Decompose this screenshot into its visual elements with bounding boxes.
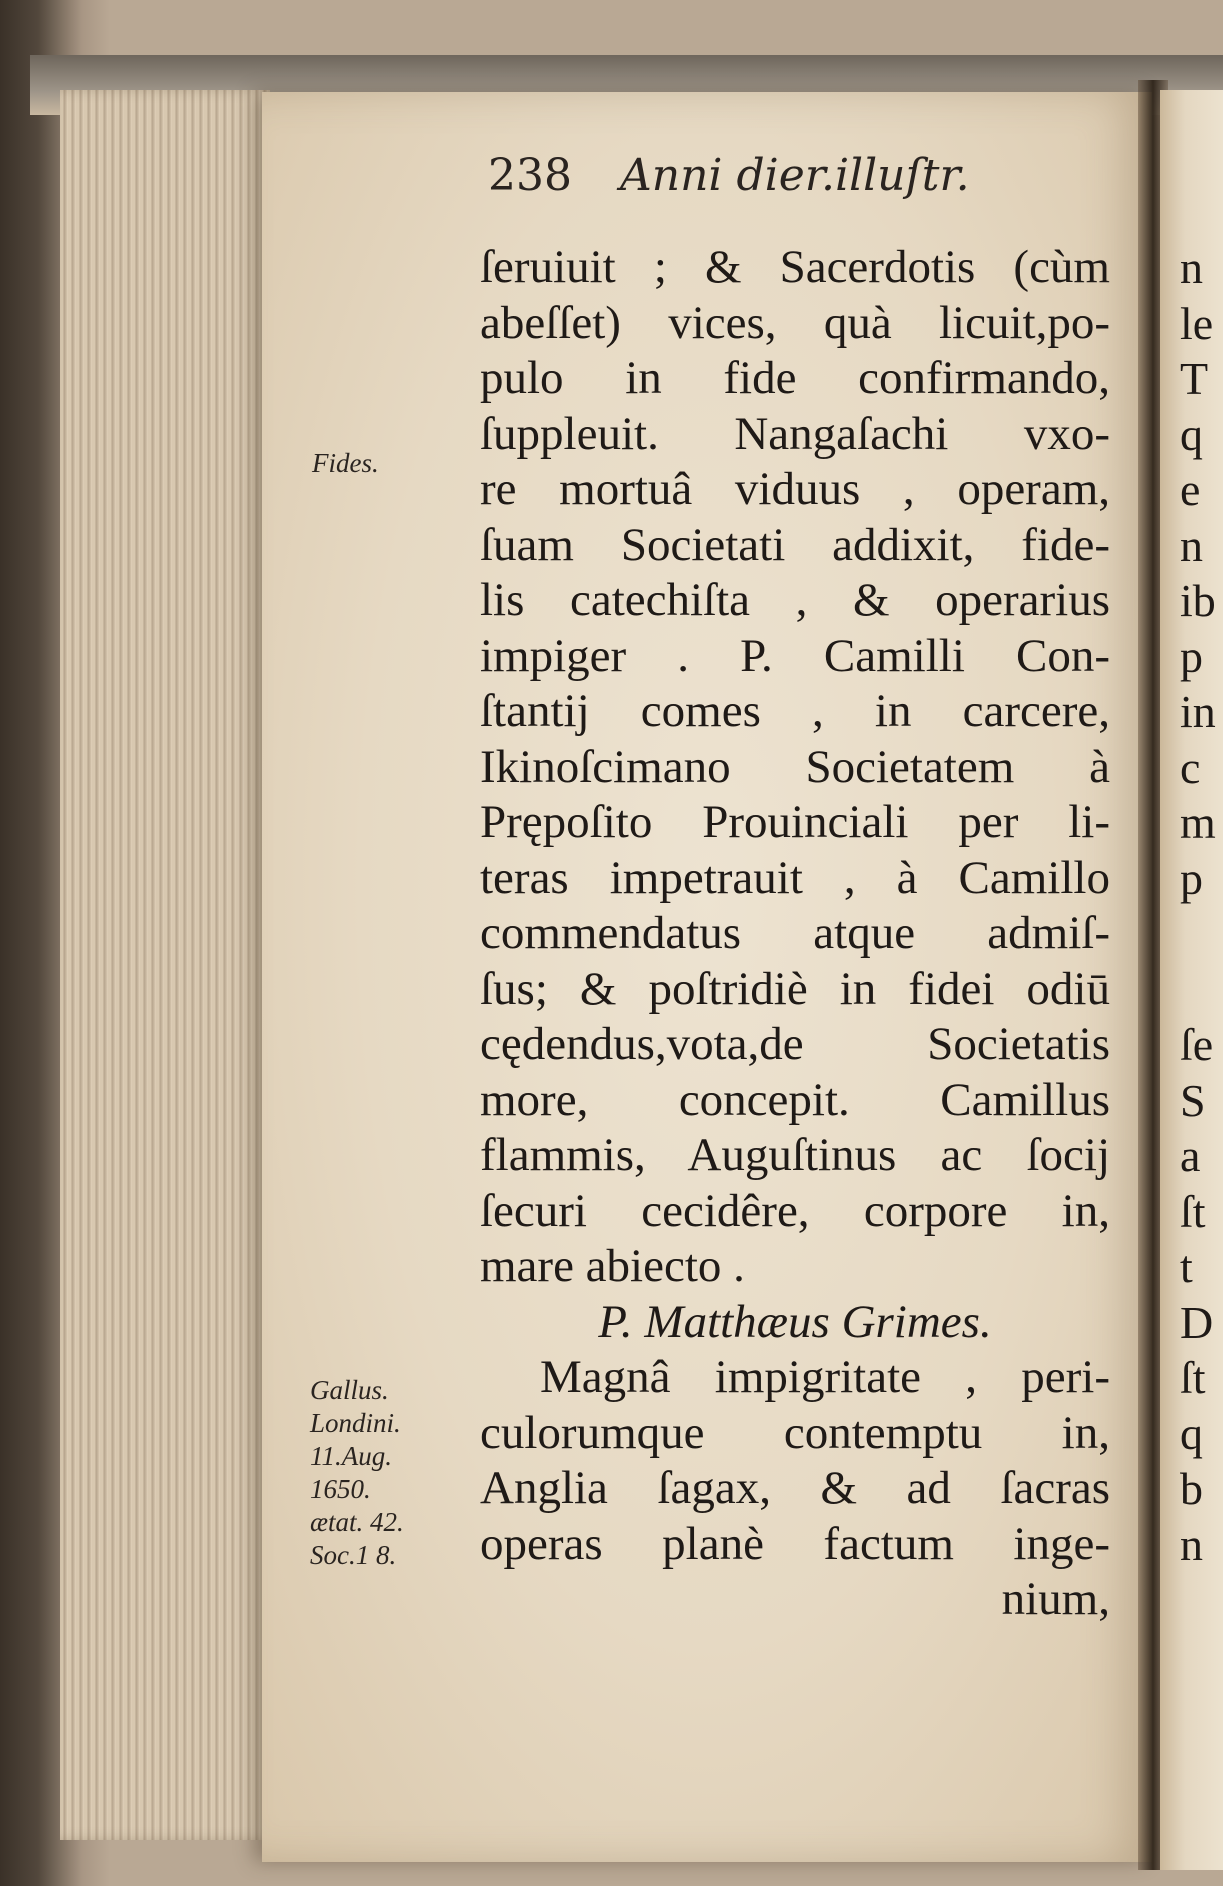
text-line: Anglia ſagax, & ad ſacras — [480, 1462, 1110, 1514]
text-line: teras impetrauit , à Camillo — [480, 851, 1110, 904]
fragment: a — [1180, 1130, 1201, 1181]
text-line: ſecuri cecidêre, corpore in, — [480, 1184, 1110, 1237]
page-edges — [60, 90, 270, 1840]
fragment — [1180, 962, 1223, 1018]
text-line: ſeruiuit ; & Sacerdotis (cùm — [480, 241, 1110, 293]
fragment: T — [1180, 353, 1209, 404]
text-line: re mortuâ viduus , operam, — [480, 463, 1110, 515]
fragment: b — [1180, 1463, 1203, 1514]
text-line: ſuam Societati addixit, fide- — [480, 518, 1110, 571]
margin-note-fides: Fides. — [312, 448, 379, 478]
fragment: ſt — [1180, 1352, 1206, 1403]
fragment: t — [1180, 1241, 1193, 1292]
fragment: p — [1180, 852, 1203, 904]
text-line: commendatus atque admiſ- — [480, 907, 1110, 959]
text-line: Ikinoſcimano Societatem à — [480, 740, 1110, 793]
text-line: abeſſet) vices, quà licuit,po- — [480, 296, 1110, 349]
fragment: D — [1180, 1296, 1214, 1348]
fragment: q — [1180, 408, 1203, 460]
fragment: m — [1180, 797, 1216, 848]
text-line: flammis, Auguſtinus ac ſocij — [480, 1129, 1110, 1181]
text-line: cędendus,vota,de Societatis — [480, 1018, 1110, 1070]
margin-note-line: Londini. — [310, 1408, 401, 1438]
fragment: S — [1180, 1074, 1206, 1126]
text-line: mare abiecto . — [480, 1240, 745, 1292]
fragment: n — [1180, 1518, 1203, 1570]
fragment: e — [1180, 464, 1201, 515]
page-number: 238 — [488, 150, 572, 201]
fragment: n — [1180, 242, 1203, 293]
fragment: p — [1180, 630, 1203, 682]
section-heading: P. Matthæus Grimes. — [598, 1295, 992, 1348]
margin-note-line: Soc.1 8. — [310, 1540, 397, 1570]
fragment: c — [1180, 741, 1201, 793]
text-line: ſuppleuit. Nangaſachi vxo- — [480, 407, 1110, 460]
text-line: pulo in fide confirmando, — [480, 352, 1110, 404]
margin-note-line: 11.Aug. — [310, 1441, 392, 1471]
text-line: Prępoſito Prouinciali per li- — [480, 796, 1110, 848]
fragment: ib — [1180, 575, 1216, 626]
fragment: ſe — [1180, 1019, 1214, 1070]
fragment: in — [1180, 686, 1216, 737]
right-page-text-fragments — [1180, 240, 1223, 1572]
fragment: le — [1180, 297, 1214, 349]
running-title: Anni dier.illuſtr. — [619, 150, 970, 201]
margin-note-line: Gallus. — [310, 1375, 389, 1405]
text-line: ſus; & poſtridiè in fidei odiū — [480, 962, 1110, 1015]
text-line: Magnâ impigritate , peri- — [540, 1351, 1110, 1403]
body-text — [480, 240, 1110, 1628]
margin-note-line: 1650. — [310, 1474, 371, 1504]
fragment: n — [1180, 519, 1203, 571]
margin-note-line: ætat. 42. — [310, 1507, 404, 1537]
text-line: more, concepit. Camillus — [480, 1073, 1110, 1126]
text-line: operas planè factum inge- — [480, 1517, 1110, 1570]
fragment: q — [1180, 1407, 1203, 1459]
catchword: nium, — [1001, 1573, 1110, 1625]
text-line: impiger . P. Camilli Con- — [480, 629, 1110, 682]
text-line: ſtantij comes , in carcere, — [480, 685, 1110, 737]
fragment — [1180, 906, 1223, 962]
text-line: lis catechiſta , & operarius — [480, 574, 1110, 626]
page-header — [488, 150, 1088, 201]
text-line: culorumque contemptu in, — [480, 1406, 1110, 1459]
fragment: ſt — [1180, 1185, 1206, 1237]
margin-note-block — [310, 1374, 404, 1572]
